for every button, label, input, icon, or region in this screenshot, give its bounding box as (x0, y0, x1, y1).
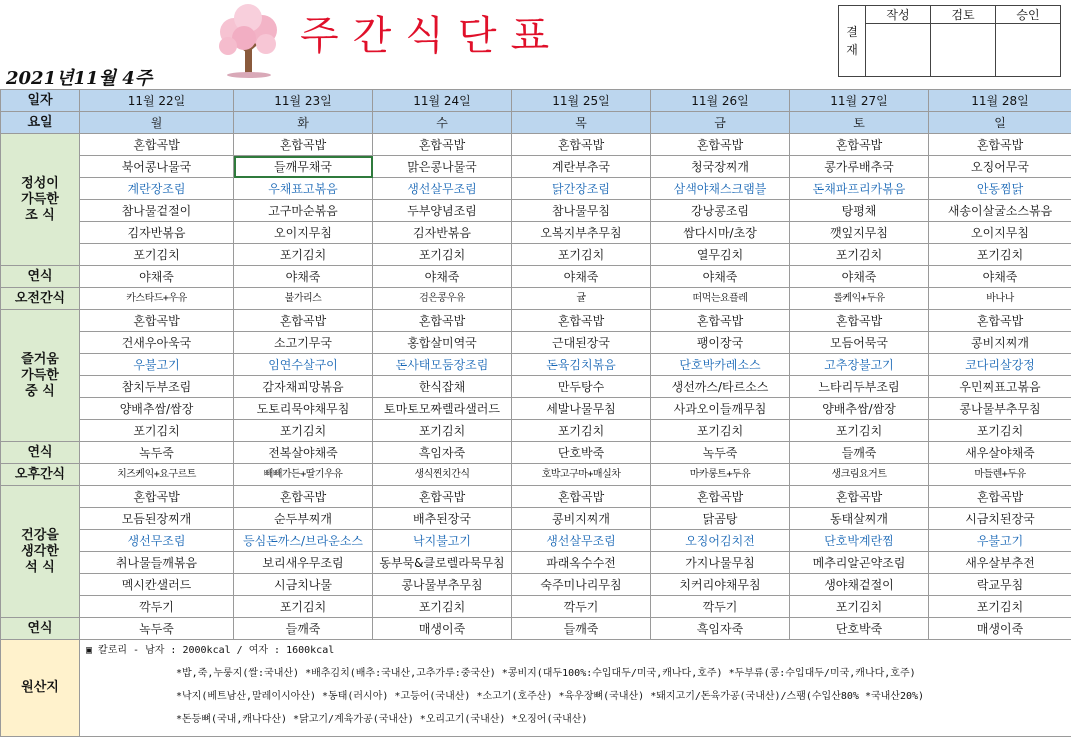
pm-snack-cell[interactable]: 생식찐치간식 (373, 464, 512, 486)
lunch-menu-cell[interactable]: 혼합곡밥 (929, 310, 1071, 332)
lunch-porridge-label[interactable]: 연식 (1, 442, 80, 464)
table-row (1, 398, 1071, 420)
breakfast-menu-cell[interactable]: 두부양념조림 (373, 200, 512, 222)
table-row (1, 112, 1071, 134)
lunch-menu-cell[interactable]: 우불고기 (80, 354, 234, 376)
table-row (1, 574, 1071, 596)
approval-col-review: 검토 (931, 6, 996, 24)
dinner-porridge-cell[interactable]: 흑임자죽 (651, 618, 790, 640)
breakfast-porridge-cell[interactable]: 야채죽 (234, 266, 373, 288)
dinner-menu-cell[interactable]: 취나물들깨볶음 (80, 552, 234, 574)
table-row (1, 178, 1071, 200)
dinner-menu-cell[interactable]: 콩비지찌개 (512, 508, 651, 530)
dinner-menu-cell[interactable]: 생야채겉절이 (790, 574, 929, 596)
dinner-menu-cell[interactable]: 등심돈까스/브라운소스 (234, 530, 373, 552)
origin-line: *밥,죽,누룽지(쌀:국내산) *배추김치(배추:국내산,고추가루:중국산) *콩비지(대두100%:수입대두/미국,캐나다,호주) *두부류(콩:수입대두/미국,캐나다,호주) (176, 668, 916, 679)
lunch-menu-cell[interactable]: 혼합곡밥 (234, 310, 373, 332)
lunch-menu-cell[interactable]: 사과오이들깨무침 (651, 398, 790, 420)
origin-label[interactable]: 원산지 (1, 640, 80, 737)
table-row (1, 244, 1071, 266)
dinner-menu-cell[interactable]: 메추리알곤약조림 (790, 552, 929, 574)
dinner-menu-cell[interactable]: 콩나물부추무침 (373, 574, 512, 596)
lunch-porridge-cell[interactable]: 흑임자죽 (373, 442, 512, 464)
breakfast-menu-cell[interactable]: 혼합곡밥 (651, 134, 790, 156)
breakfast-menu-cell[interactable]: 혼합곡밥 (373, 134, 512, 156)
am-snack-cell[interactable]: 롤케익+두유 (790, 288, 929, 310)
lunch-porridge-cell[interactable]: 녹두죽 (651, 442, 790, 464)
dinner-menu-cell[interactable]: 생선살무조림 (512, 530, 651, 552)
dinner-porridge-cell[interactable]: 들깨죽 (512, 618, 651, 640)
date-cell[interactable]: 11월 22일 (80, 90, 234, 112)
week-label: 2021년11월 4주 (6, 68, 153, 89)
dinner-menu-cell[interactable]: 파래옥수수전 (512, 552, 651, 574)
breakfast-menu-cell[interactable]: 혼합곡밥 (234, 134, 373, 156)
table-row (1, 310, 1071, 332)
table-row (1, 552, 1071, 574)
breakfast-menu-cell[interactable]: 혼합곡밥 (790, 134, 929, 156)
breakfast-menu-cell[interactable]: 김자반볶음 (373, 222, 512, 244)
breakfast-porridge-cell[interactable]: 야채죽 (373, 266, 512, 288)
dinner-menu-cell[interactable]: 치커리야채무침 (651, 574, 790, 596)
dinner-menu-cell[interactable]: 동태살찌개 (790, 508, 929, 530)
breakfast-menu-cell[interactable]: 안동찜닭 (929, 178, 1071, 200)
dinner-menu-cell[interactable]: 혼합곡밥 (373, 486, 512, 508)
table-row (1, 464, 1071, 486)
pm-snack-cell[interactable]: 치즈케익+요구르트 (80, 464, 234, 486)
lunch-menu-cell[interactable]: 돈사태모둠장조림 (373, 354, 512, 376)
breakfast-menu-cell[interactable]: 청국장찌개 (651, 156, 790, 178)
calorie-line: ▣ 칼로리 - 남자 : 2000kcal / 여자 : 1600kcal (86, 645, 335, 656)
table-row (1, 156, 1071, 178)
approval-sign-review[interactable] (931, 24, 996, 77)
pm-snack-cell[interactable]: 생크림요거트 (790, 464, 929, 486)
lunch-menu-cell[interactable]: 포기김치 (373, 420, 512, 442)
dinner-menu-cell[interactable]: 생선무조림 (80, 530, 234, 552)
dinner-menu-cell[interactable]: 혼합곡밥 (651, 486, 790, 508)
lunch-menu-cell[interactable]: 혼합곡밥 (651, 310, 790, 332)
lunch-porridge-cell[interactable]: 전복살야채죽 (234, 442, 373, 464)
breakfast-menu-cell[interactable]: 포기김치 (373, 244, 512, 266)
breakfast-menu-cell[interactable]: 우채표고볶음 (234, 178, 373, 200)
breakfast-menu-cell[interactable]: 오징어무국 (929, 156, 1071, 178)
page-title: 주간식단표 (300, 13, 564, 59)
table-row (1, 640, 1071, 737)
breakfast-menu-cell[interactable]: 북어콩나물국 (80, 156, 234, 178)
lunch-menu-cell[interactable]: 콩비지찌개 (929, 332, 1071, 354)
breakfast-porridge-cell[interactable]: 야채죽 (790, 266, 929, 288)
lunch-menu-cell[interactable]: 포기김치 (80, 420, 234, 442)
breakfast-menu-cell[interactable]: 계란장조림 (80, 178, 234, 200)
am-snack-cell[interactable]: 카스타드+우유 (80, 288, 234, 310)
breakfast-menu-cell[interactable]: 참나물무침 (512, 200, 651, 222)
pm-snack-cell[interactable]: 호박고구마+매실차 (512, 464, 651, 486)
breakfast-menu-cell[interactable]: 삼색야채스크램블 (651, 178, 790, 200)
am-snack-cell[interactable]: 떠먹는요플레 (651, 288, 790, 310)
lunch-porridge-cell[interactable]: 들깨죽 (790, 442, 929, 464)
origin-line: *돈등뼈(국내,캐나다산) *닭고기/계육가공(국내산) *오리고기(국내산) *오징어(국내산) (176, 714, 588, 725)
am-snack-cell[interactable]: 귤 (512, 288, 651, 310)
breakfast-menu-cell[interactable]: 포기김치 (790, 244, 929, 266)
table-row (1, 332, 1071, 354)
dinner-menu-cell[interactable]: 단호박계란찜 (790, 530, 929, 552)
am-snack-cell[interactable]: 검은콩우유 (373, 288, 512, 310)
dinner-porridge-cell[interactable]: 매생이죽 (929, 618, 1071, 640)
origin-line: *낙지(베트남산,말레이시아산) *동태(러시아) *고등어(국내산) *소고기(호주산) *육우장뼈(국내산) *돼지고기/돈육가공(국내산)/스팸(수입산80% *국내산20%) (176, 691, 925, 702)
table-row (1, 200, 1071, 222)
breakfast-menu-cell[interactable]: 열무김치 (651, 244, 790, 266)
dinner-menu-cell[interactable]: 낙지불고기 (373, 530, 512, 552)
breakfast-menu-cell[interactable]: 혼합곡밥 (929, 134, 1071, 156)
dinner-menu-cell[interactable]: 포기김치 (373, 596, 512, 618)
date-header-label[interactable]: 일자 (1, 90, 80, 112)
breakfast-label[interactable]: 정성이 가득한 조 식 (1, 134, 80, 266)
dinner-porridge-cell[interactable]: 단호박죽 (790, 618, 929, 640)
breakfast-menu-cell[interactable]: 맑은콩나물국 (373, 156, 512, 178)
day-cell[interactable]: 월 (80, 112, 234, 134)
lunch-menu-cell[interactable]: 모듬어묵국 (790, 332, 929, 354)
date-cell[interactable]: 11월 26일 (651, 90, 790, 112)
table-row (1, 376, 1071, 398)
lunch-menu-cell[interactable]: 소고기무국 (234, 332, 373, 354)
dinner-menu-cell[interactable]: 보리새우무조림 (234, 552, 373, 574)
dinner-label[interactable]: 건강을 생각한 석 식 (1, 486, 80, 618)
lunch-porridge-cell[interactable]: 새우살야채죽 (929, 442, 1071, 464)
lunch-menu-cell[interactable]: 팽이장국 (651, 332, 790, 354)
lunch-menu-cell[interactable]: 양배추쌈/쌈장 (80, 398, 234, 420)
table-row (1, 420, 1071, 442)
dinner-menu-cell[interactable]: 배추된장국 (373, 508, 512, 530)
table-row (1, 354, 1071, 376)
dinner-porridge-cell[interactable]: 들깨죽 (234, 618, 373, 640)
breakfast-menu-cell[interactable]: 참나물겉절이 (80, 200, 234, 222)
day-cell[interactable]: 금 (651, 112, 790, 134)
breakfast-menu-cell[interactable]: 탕평채 (790, 200, 929, 222)
origin-info (80, 640, 1071, 737)
weekly-menu-table (0, 89, 1071, 737)
lunch-menu-cell[interactable]: 포기김치 (790, 420, 929, 442)
table-row (1, 442, 1071, 464)
dinner-menu-cell[interactable]: 깍두기 (651, 596, 790, 618)
dinner-menu-cell[interactable]: 시금치된장국 (929, 508, 1071, 530)
breakfast-menu-cell[interactable]: 깻잎지무침 (790, 222, 929, 244)
table-row (1, 508, 1071, 530)
day-cell[interactable]: 일 (929, 112, 1071, 134)
breakfast-menu-cell[interactable]: 돈채파프리카볶음 (790, 178, 929, 200)
breakfast-porridge-cell[interactable]: 야채죽 (80, 266, 234, 288)
date-cell[interactable]: 11월 28일 (929, 90, 1071, 112)
breakfast-menu-cell[interactable]: 새송이살굴소스볶음 (929, 200, 1071, 222)
day-header-label[interactable]: 요일 (1, 112, 80, 134)
breakfast-menu-cell[interactable]: 김자반볶음 (80, 222, 234, 244)
lunch-menu-cell[interactable]: 도토리묵야채무침 (234, 398, 373, 420)
dinner-menu-cell[interactable]: 숙주미나리무침 (512, 574, 651, 596)
dinner-menu-cell[interactable]: 깍두기 (80, 596, 234, 618)
breakfast-menu-cell[interactable]: 계란부추국 (512, 156, 651, 178)
approval-box (838, 5, 1061, 77)
date-cell[interactable]: 11월 27일 (790, 90, 929, 112)
table-row (1, 266, 1071, 288)
lunch-menu-cell[interactable]: 임연수살구이 (234, 354, 373, 376)
breakfast-menu-cell[interactable]: 고구마순볶음 (234, 200, 373, 222)
lunch-menu-cell[interactable]: 돈육김치볶음 (512, 354, 651, 376)
lunch-menu-cell[interactable]: 혼합곡밥 (80, 310, 234, 332)
date-cell[interactable]: 11월 25일 (512, 90, 651, 112)
dinner-menu-cell[interactable]: 혼합곡밥 (234, 486, 373, 508)
lunch-menu-cell[interactable]: 포기김치 (651, 420, 790, 442)
pm-snack-cell[interactable]: 마카롱트+두유 (651, 464, 790, 486)
table-row (1, 288, 1071, 310)
breakfast-menu-cell[interactable]: 포기김치 (512, 244, 651, 266)
lunch-menu-cell[interactable]: 생선까스/타르소스 (651, 376, 790, 398)
date-cell[interactable]: 11월 24일 (373, 90, 512, 112)
table-row (1, 530, 1071, 552)
day-cell[interactable]: 목 (512, 112, 651, 134)
dinner-porridge-cell[interactable]: 녹두죽 (80, 618, 234, 640)
dinner-porridge-cell[interactable]: 매생이죽 (373, 618, 512, 640)
breakfast-menu-cell[interactable]: 오이지무침 (234, 222, 373, 244)
dinner-menu-cell[interactable]: 포기김치 (234, 596, 373, 618)
breakfast-menu-cell[interactable]: 포기김치 (234, 244, 373, 266)
approval-col-author: 작성 (866, 6, 931, 24)
lunch-menu-cell[interactable]: 혼합곡밥 (512, 310, 651, 332)
dinner-menu-cell[interactable]: 우불고기 (929, 530, 1071, 552)
am-snack-label[interactable]: 오전간식 (1, 288, 80, 310)
lunch-menu-cell[interactable]: 포기김치 (512, 420, 651, 442)
breakfast-menu-cell[interactable]: 오복지부추무침 (512, 222, 651, 244)
pm-snack-label[interactable]: 오후간식 (1, 464, 80, 486)
cherry-blossom-tree-icon (214, 2, 284, 78)
lunch-menu-cell[interactable]: 혼합곡밥 (373, 310, 512, 332)
dinner-menu-cell[interactable]: 순두부찌개 (234, 508, 373, 530)
am-snack-cell[interactable]: 불가리스 (234, 288, 373, 310)
table-row (1, 618, 1071, 640)
breakfast-menu-cell[interactable]: 혼합곡밥 (512, 134, 651, 156)
lunch-menu-cell[interactable]: 코다리살강정 (929, 354, 1071, 376)
breakfast-porridge-cell[interactable]: 야채죽 (651, 266, 790, 288)
lunch-menu-cell[interactable]: 양배추쌈/쌈장 (790, 398, 929, 420)
approval-sign-author[interactable] (866, 24, 931, 77)
dinner-menu-cell[interactable]: 락교무침 (929, 574, 1071, 596)
table-row (1, 134, 1071, 156)
dinner-menu-cell[interactable]: 혼합곡밥 (929, 486, 1071, 508)
breakfast-porridge-cell[interactable]: 야채죽 (512, 266, 651, 288)
lunch-menu-cell[interactable]: 콩나물부추무침 (929, 398, 1071, 420)
breakfast-porridge-label[interactable]: 연식 (1, 266, 80, 288)
lunch-menu-cell[interactable]: 토마토모짜렐라샐러드 (373, 398, 512, 420)
lunch-menu-cell[interactable]: 포기김치 (234, 420, 373, 442)
lunch-menu-cell[interactable]: 만두탕수 (512, 376, 651, 398)
lunch-menu-cell[interactable]: 근대된장국 (512, 332, 651, 354)
lunch-menu-cell[interactable]: 건새우아욱국 (80, 332, 234, 354)
breakfast-menu-cell[interactable]: 오이지무침 (929, 222, 1071, 244)
lunch-menu-cell[interactable]: 감자채피망볶음 (234, 376, 373, 398)
breakfast-menu-cell[interactable]: 쌈다시마/초장 (651, 222, 790, 244)
approval-col-approve: 승인 (996, 6, 1061, 24)
lunch-porridge-cell[interactable]: 녹두죽 (80, 442, 234, 464)
table-row (1, 222, 1071, 244)
breakfast-menu-cell[interactable]: 들깨무채국 (234, 156, 373, 178)
date-cell[interactable]: 11월 23일 (234, 90, 373, 112)
table-row (1, 486, 1071, 508)
dinner-menu-cell[interactable]: 혼합곡밥 (790, 486, 929, 508)
dinner-menu-cell[interactable]: 닭곰탕 (651, 508, 790, 530)
breakfast-menu-cell[interactable]: 생선살무조림 (373, 178, 512, 200)
approval-side-label: 결재 (839, 6, 866, 77)
breakfast-menu-cell[interactable]: 강낭콩조림 (651, 200, 790, 222)
table-row (1, 596, 1071, 618)
dinner-menu-cell[interactable]: 포기김치 (790, 596, 929, 618)
am-snack-cell[interactable]: 바나나 (929, 288, 1071, 310)
lunch-menu-cell[interactable]: 단호박카레소스 (651, 354, 790, 376)
lunch-menu-cell[interactable]: 혼합곡밥 (790, 310, 929, 332)
pm-snack-cell[interactable]: 마들렌+두유 (929, 464, 1071, 486)
lunch-menu-cell[interactable]: 포기김치 (929, 420, 1071, 442)
lunch-menu-cell[interactable]: 고추장불고기 (790, 354, 929, 376)
lunch-menu-cell[interactable]: 느타리두부조림 (790, 376, 929, 398)
approval-sign-approve[interactable] (996, 24, 1061, 77)
dinner-menu-cell[interactable]: 동부묵&클로렐라묵무침 (373, 552, 512, 574)
lunch-menu-cell[interactable]: 홍합살미역국 (373, 332, 512, 354)
breakfast-menu-cell[interactable]: 혼합곡밥 (80, 134, 234, 156)
lunch-label[interactable]: 즐거움 가득한 중 식 (1, 310, 80, 442)
dinner-menu-cell[interactable]: 모듬된장찌개 (80, 508, 234, 530)
dinner-menu-cell[interactable]: 혼합곡밥 (512, 486, 651, 508)
day-cell[interactable]: 화 (234, 112, 373, 134)
lunch-porridge-cell[interactable]: 단호박죽 (512, 442, 651, 464)
breakfast-menu-cell[interactable]: 콩가루배추국 (790, 156, 929, 178)
dinner-menu-cell[interactable]: 시금치나물 (234, 574, 373, 596)
lunch-menu-cell[interactable]: 우민찌표고볶음 (929, 376, 1071, 398)
dinner-menu-cell[interactable]: 멕시칸샐러드 (80, 574, 234, 596)
pm-snack-cell[interactable]: 빼빼가든+딸기우유 (234, 464, 373, 486)
day-cell[interactable]: 토 (790, 112, 929, 134)
lunch-menu-cell[interactable]: 세발나물무침 (512, 398, 651, 420)
lunch-menu-cell[interactable]: 참치두부조림 (80, 376, 234, 398)
dinner-menu-cell[interactable]: 혼합곡밥 (80, 486, 234, 508)
dinner-menu-cell[interactable]: 깍두기 (512, 596, 651, 618)
breakfast-menu-cell[interactable]: 포기김치 (929, 244, 1071, 266)
dinner-porridge-label[interactable]: 연식 (1, 618, 80, 640)
breakfast-menu-cell[interactable]: 포기김치 (80, 244, 234, 266)
day-cell[interactable]: 수 (373, 112, 512, 134)
table-row (1, 90, 1071, 112)
dinner-menu-cell[interactable]: 새우살부추전 (929, 552, 1071, 574)
breakfast-menu-cell[interactable]: 닭간장조림 (512, 178, 651, 200)
breakfast-porridge-cell[interactable]: 야채죽 (929, 266, 1071, 288)
lunch-menu-cell[interactable]: 한식잡채 (373, 376, 512, 398)
dinner-menu-cell[interactable]: 오징어김치전 (651, 530, 790, 552)
dinner-menu-cell[interactable]: 포기김치 (929, 596, 1071, 618)
dinner-menu-cell[interactable]: 가지나물무침 (651, 552, 790, 574)
